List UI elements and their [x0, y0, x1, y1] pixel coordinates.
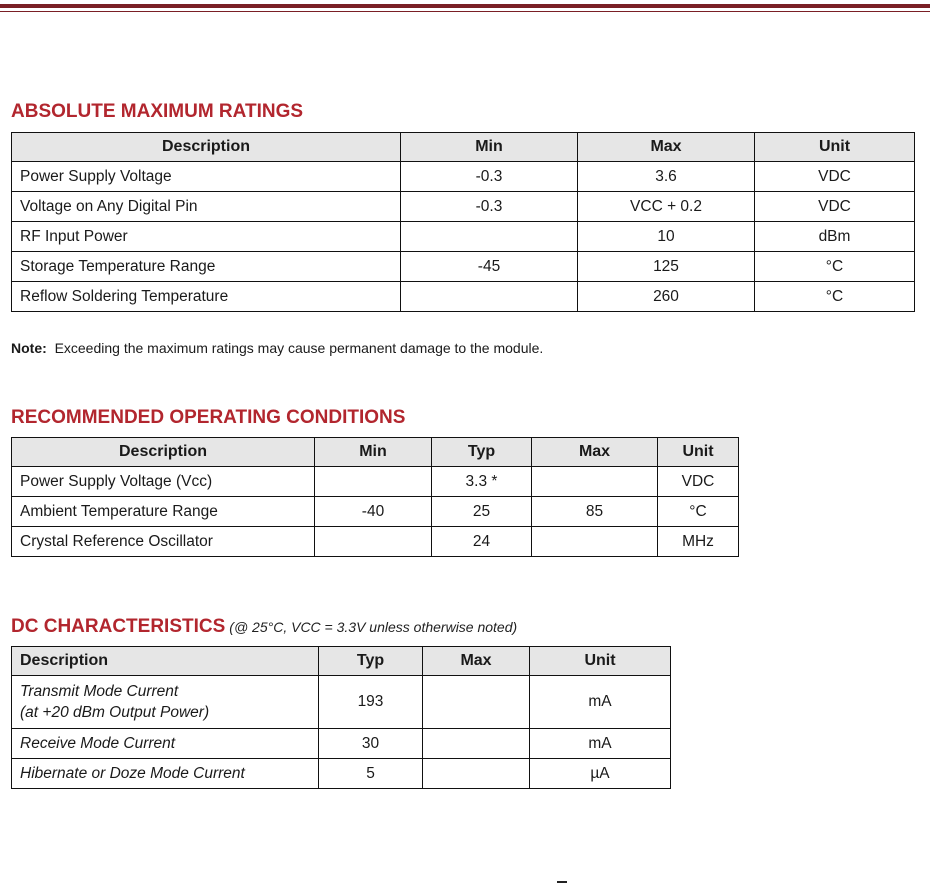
note	[11, 340, 543, 356]
col-header: Max	[423, 647, 530, 676]
table-cell: -0.3	[401, 162, 578, 192]
table-cell: Reflow Soldering Temperature	[12, 282, 401, 312]
table-cell	[532, 467, 658, 497]
cell-line: Transmit Mode Current	[20, 683, 179, 700]
table-cell: Ambient Temperature Range	[12, 497, 315, 527]
table-cell	[423, 729, 530, 759]
table-cell: Power Supply Voltage (Vcc)	[12, 467, 315, 497]
table-cell: 125	[578, 252, 755, 282]
col-header: Max	[578, 133, 755, 162]
absolute-max-table	[11, 132, 915, 312]
table-cell: Hibernate or Doze Mode Current	[12, 759, 319, 789]
table-cell: °C	[658, 497, 739, 527]
table-cell: MHz	[658, 527, 739, 557]
table-row	[12, 497, 739, 527]
table-row	[12, 676, 671, 729]
table-row	[12, 252, 915, 282]
table-row	[12, 467, 739, 497]
table-cell: 193	[319, 676, 423, 729]
table-cell: -45	[401, 252, 578, 282]
table-cell: °C	[755, 252, 915, 282]
table-cell: 10	[578, 222, 755, 252]
table-cell	[532, 527, 658, 557]
table-cell: Power Supply Voltage	[12, 162, 401, 192]
cell-line: (at +20 dBm Output Power)	[20, 704, 210, 721]
table-cell: Receive Mode Current	[12, 729, 319, 759]
table-cell	[401, 222, 578, 252]
table-row	[12, 282, 915, 312]
col-header: Description	[12, 438, 315, 467]
table-cell: °C	[755, 282, 915, 312]
note-text: Exceeding the maximum ratings may cause permanent damage to the module.	[54, 340, 544, 356]
table-row	[12, 527, 739, 557]
table-cell: -0.3	[401, 192, 578, 222]
absolute-max-title: ABSOLUTE MAXIMUM RATINGS	[11, 101, 304, 122]
dc-title	[11, 616, 517, 638]
table-cell: dBm	[755, 222, 915, 252]
table-cell	[12, 676, 319, 729]
table-cell: VDC	[755, 192, 915, 222]
table-header-row	[12, 438, 739, 467]
table-cell	[423, 676, 530, 729]
table-cell: Storage Temperature Range	[12, 252, 401, 282]
table-cell: RF Input Power	[12, 222, 401, 252]
table-row	[12, 162, 915, 192]
table-header-row	[12, 133, 915, 162]
table-cell: 24	[432, 527, 532, 557]
table-row	[12, 729, 671, 759]
table-cell: mA	[530, 676, 671, 729]
table-cell: 3.6	[578, 162, 755, 192]
col-header: Unit	[658, 438, 739, 467]
table-header-row	[12, 647, 671, 676]
table-cell: 5	[319, 759, 423, 789]
col-header: Description	[12, 647, 319, 676]
header-rule-thick	[0, 4, 930, 8]
table-cell: VCC + 0.2	[578, 192, 755, 222]
table-cell: mA	[530, 729, 671, 759]
table-cell	[423, 759, 530, 789]
recommended-table	[11, 437, 739, 557]
note-label: Note:	[11, 340, 47, 356]
table-cell: 260	[578, 282, 755, 312]
table-cell: µA	[530, 759, 671, 789]
table-cell: VDC	[755, 162, 915, 192]
col-header: Typ	[432, 438, 532, 467]
col-header: Typ	[319, 647, 423, 676]
table-cell: 85	[532, 497, 658, 527]
recommended-title: RECOMMENDED OPERATING CONDITIONS	[11, 407, 406, 428]
dc-table	[11, 646, 671, 789]
table-cell	[315, 527, 432, 557]
col-header: Max	[532, 438, 658, 467]
table-cell	[401, 282, 578, 312]
table-cell: 3.3 *	[432, 467, 532, 497]
table-cell: 30	[319, 729, 423, 759]
table-cell: Voltage on Any Digital Pin	[12, 192, 401, 222]
col-header: Unit	[755, 133, 915, 162]
table-cell: -40	[315, 497, 432, 527]
table-row	[12, 192, 915, 222]
table-cell	[315, 467, 432, 497]
table-cell: Crystal Reference Oscillator	[12, 527, 315, 557]
col-header: Min	[315, 438, 432, 467]
col-header: Unit	[530, 647, 671, 676]
table-cell: 25	[432, 497, 532, 527]
table-row	[12, 759, 671, 789]
table-cell: VDC	[658, 467, 739, 497]
table-row	[12, 222, 915, 252]
dc-title-text: DC CHARACTERISTICS	[11, 616, 226, 637]
col-header: Min	[401, 133, 578, 162]
dc-condition: (@ 25°C, VCC = 3.3V unless otherwise noted)	[229, 619, 518, 635]
col-header: Description	[12, 133, 401, 162]
page-mark	[557, 881, 567, 883]
header-rule-thin	[0, 11, 930, 12]
